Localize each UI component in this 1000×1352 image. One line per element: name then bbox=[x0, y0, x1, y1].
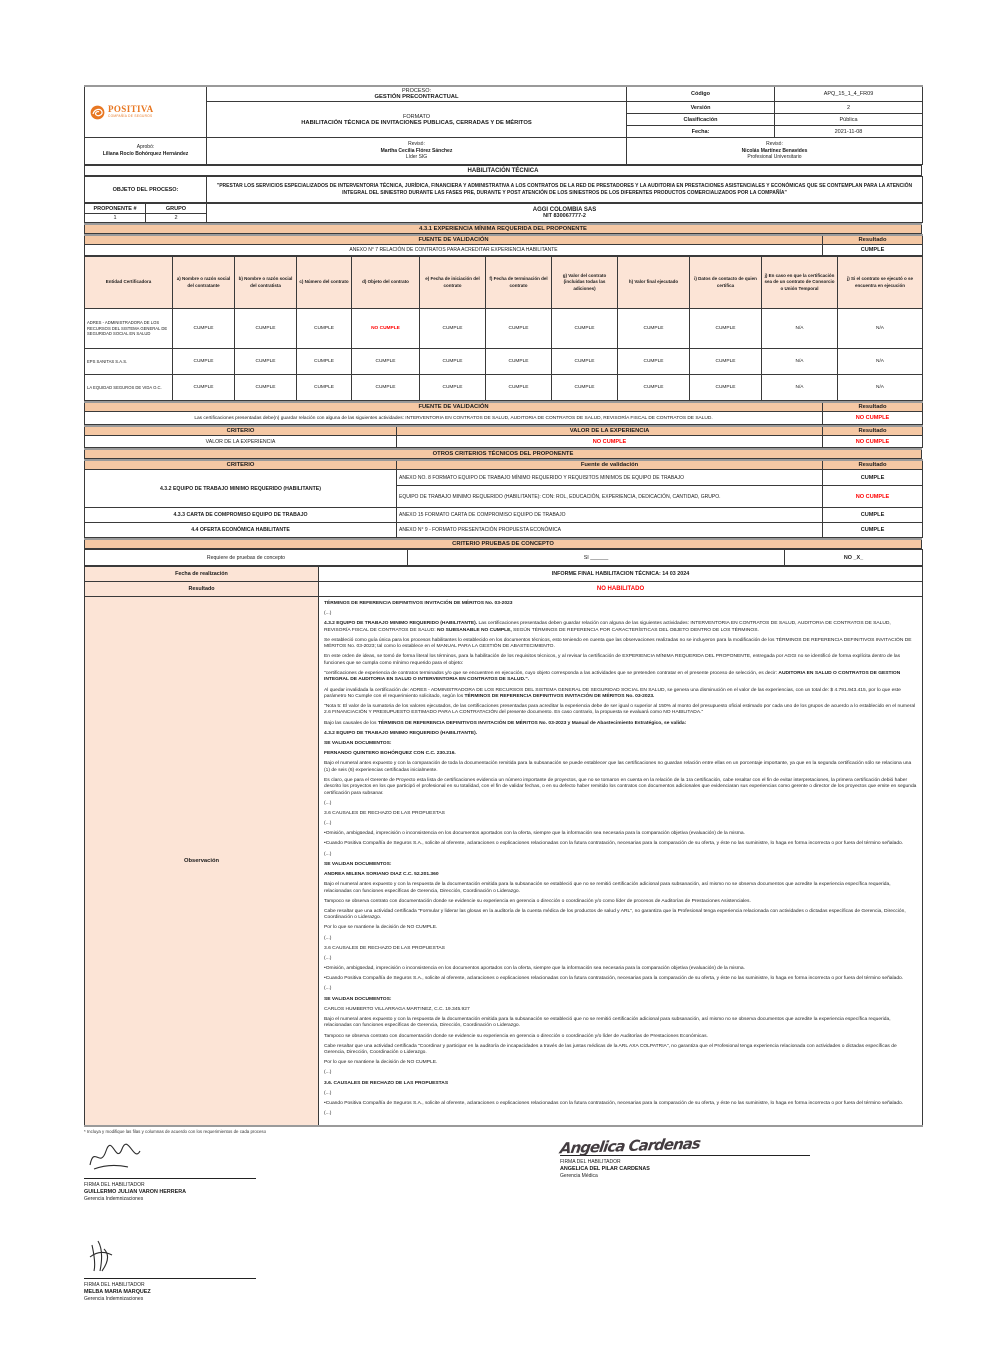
observation-paragraph: (...) bbox=[324, 851, 332, 857]
observation-paragraph: Tampoco se observa contrato con documentación donde se evidencie su experiencia en gerencia o dirección o coordinación y/o como líder de procesos de Auditorías de Prestaciones Asistenciales. bbox=[324, 898, 751, 904]
observation-paragraph: ANDREA MILENA SORIANO DIAZ C.C. 52.201.360 bbox=[324, 871, 439, 877]
contract-col-header: j) Si el contrato se ejecutó o se encuentra en ejecución bbox=[838, 257, 923, 309]
criterio-header-1: CRITERIO bbox=[85, 426, 397, 436]
observation-paragraph: (...) bbox=[324, 1090, 332, 1096]
contract-cell: CUMPLE bbox=[297, 375, 352, 401]
contracts-body bbox=[85, 309, 923, 401]
contract-col-header: j) En caso en que la certificación sea de un contrato de Consorcio o Unión Temporal bbox=[762, 257, 838, 309]
signature-handwriting-icon bbox=[84, 1235, 124, 1275]
contract-cell: N/A bbox=[762, 349, 838, 375]
page-title: HABILITACIÓN TÉCNICA bbox=[85, 166, 922, 176]
proponente-num-label: PROPONENTE # bbox=[85, 204, 146, 214]
signature-label: FIRMA DEL HABILITADOR bbox=[84, 1182, 145, 1189]
contract-cell: CUMPLE bbox=[235, 375, 297, 401]
resultado-433: CUMPLE bbox=[823, 508, 923, 523]
signature-handwriting-icon bbox=[84, 1139, 146, 1175]
codigo-label: Código bbox=[627, 86, 775, 102]
contract-cell: CUMPLE bbox=[552, 349, 618, 375]
formato-cell bbox=[207, 102, 627, 138]
observation-paragraph: En este orden de ideas, se tomó de forma literal los términos, para la habilitación de los requisitos técnicos, y al revisar la certificación de EXPERIENCIA MÍNIMA REQUERIDA DEL PROPONENTE, entregada por AGGI no se identificó de forma explícita dentro de las funciones que se cumpla como mínimo requerido para el objeto: bbox=[324, 654, 901, 666]
contract-cell: CUMPLE bbox=[618, 309, 690, 349]
contract-cell: CUMPLE bbox=[618, 375, 690, 401]
observation-paragraph: (...) bbox=[324, 986, 332, 992]
contract-cell: CUMPLE bbox=[552, 309, 618, 349]
criterio-header-2: CRITERIO bbox=[85, 460, 397, 470]
observation-paragraph: •Cuando Positiva Compañía de Seguros S.A., solicite al oferente, aclaraciones o explicaciones relacionadas con la futura contratación, necesarias para la comparación de su oferta, y éste no las suministre, lo haga en forma incorrecta o por fuera del término señalado. bbox=[324, 841, 904, 847]
contract-cell: CUMPLE bbox=[486, 309, 552, 349]
valor-experiencia-value: NO CUMPLE bbox=[397, 436, 823, 448]
reviso1-name: Martha Cecilia Flórez Sánchez bbox=[380, 147, 453, 154]
contract-cell: CUMPLE bbox=[486, 349, 552, 375]
contract-cell: N/A bbox=[762, 375, 838, 401]
contract-cell: CUMPLE bbox=[618, 349, 690, 375]
observation-paragraph: Por lo que se mantiene la decisión de NO CUMPLE. bbox=[324, 1060, 438, 1066]
contract-cell: CUMPLE bbox=[173, 349, 235, 375]
contract-entity: LA EQUIDAD SEGUROS DE VIDA O.C. bbox=[85, 375, 173, 401]
signature-label: FIRMA DEL HABILITADOR bbox=[84, 1282, 145, 1289]
contract-cell: CUMPLE bbox=[690, 349, 762, 375]
experiencia-section bbox=[84, 223, 922, 234]
contract-col-header: e) Fecha de iniciación del contrato bbox=[420, 257, 486, 309]
contract-col-header: d) Objeto del contrato bbox=[352, 257, 420, 309]
signatures-area bbox=[84, 1127, 922, 1352]
otros-headers bbox=[84, 459, 923, 538]
signature-role: Gerencia Indemnizaciones bbox=[84, 1296, 144, 1303]
fuente-header: Fuente de validación bbox=[397, 460, 823, 470]
observation-paragraph: Al quedar invalidada la certificación de: ADRES - ADMINISTRADORA DE LOS RECURSOS DEL SISTEMA GENERAL DE SEGURIDAD SOCIAL EN SALUD, se genera una disminución en el valor de las experiencias, con un total de: $ 4.791.943.415, por lo que este parámetro No Cumple con el requerimiento solicitado, según los TÉRMINOS DE REFERENCIA DEFINITIVOS INVITACIÓN DE MÉRITOS No. 03-2023. bbox=[324, 687, 901, 699]
contract-cell: N/A bbox=[838, 309, 923, 349]
fuente-433: ANEXO 15 FORMATO CARTA DE COMPROMISO EQUIPO DE TRABAJO bbox=[397, 508, 823, 523]
contract-col-header: g) Valor del contrato (incluidas todas las adiciones) bbox=[552, 257, 618, 309]
observation-paragraph: (...) bbox=[324, 611, 332, 617]
signature-handwriting: Angelica Cardenas bbox=[558, 1134, 702, 1158]
contract-row bbox=[85, 349, 923, 375]
fecha-value: 2021-11-08 bbox=[775, 126, 923, 138]
resultado-44: CUMPLE bbox=[823, 523, 923, 538]
contract-entity: ADRES - ADMINISTRADORA DE LOS RECURSOS DEL SISTEMA GENERAL DE SEGURIDAD SOCIAL EN SALUD bbox=[85, 309, 173, 349]
contract-cell: CUMPLE bbox=[352, 349, 420, 375]
observacion-label: Observación bbox=[85, 597, 319, 1127]
fuente-validacion-1 bbox=[84, 234, 923, 256]
title-table bbox=[84, 165, 922, 176]
resultado-final-label: Resultado bbox=[85, 582, 319, 597]
contract-cell: CUMPLE bbox=[420, 375, 486, 401]
resultado-header-1: Resultado bbox=[823, 235, 923, 245]
observation-paragraph: "Nota 5: El valor de la sumatoria de los valores ejecutados, de las certificaciones presentadas para acreditar la experiencia debe de ser igual o superior al 150% al monto del presupuesto oficial estimado por cada uno de los grupos de acuerdo a lo establecido en el numeral 2.6 FINANCIACIÓN Y PRESUPUESTO ESTIMADO PARA LA CONTRATACIÓN del presente documento. En caso contrario, la propuesta se evaluará como NO HABILITADA." bbox=[324, 704, 916, 716]
proponente-name-cell bbox=[207, 204, 923, 223]
fuente-label-1: FUENTE DE VALIDACIÓN bbox=[85, 235, 823, 245]
contract-cell: CUMPLE bbox=[690, 375, 762, 401]
observation-paragraph: SE VALIDAN DOCUMENTOS: bbox=[324, 740, 392, 746]
proponente-table bbox=[84, 203, 923, 223]
valor-experiencia-resultado: NO CUMPLE bbox=[823, 436, 923, 448]
version-label: Versión bbox=[627, 102, 775, 114]
valor-experiencia-table bbox=[84, 425, 923, 448]
objeto-value: "PRESTAR LOS SERVICIOS ESPECIALIZADOS DE INTERVENTORIA TÉCNICA, JURÍDICA, FINANCIERA Y ADMINISTRATIVA A LOS CONTRATOS DE LA RED DE PRESTADORES Y LA AUDITORIA EN PRESTACIONES ASISTENCIALES Y ECONÓMICAS QUE SE CONTEMPLAN PARA LA ATENCIÓN INTEGRAL DEL SINIESTRO DURANTE LAS FASES PRE, DURANTE Y POST ATENCIÓN DE LOS SINIESTROS DE LOS DIFERENTES PRODUCTOS COMERCIALIZADOS POR LA COMPAÑÍA" bbox=[207, 177, 923, 203]
signature-block-1 bbox=[84, 1139, 256, 1202]
proceso-value: GESTIÓN PRECONTRACTUAL bbox=[374, 94, 459, 100]
contract-col-header: Entidad Certificadora bbox=[85, 257, 173, 309]
form-sheet bbox=[84, 85, 922, 1352]
anexo7-label: ANEXO N° 7 RELACIÓN DE CONTRATOS PARA ACREDITAR EXPERIENCIA HABILITANTE bbox=[85, 245, 823, 256]
signature-line bbox=[84, 1278, 256, 1279]
observation-paragraph: FERNANDO QUINTERO BOHÓRQUEZ CON C.C. 230.216. bbox=[324, 751, 456, 757]
fuente-validacion-2 bbox=[84, 401, 923, 425]
observation-paragraph: Bajo el numeral antes expuesto y con la respuesta de la documentación emitida para la subsanación se estableció que no se remitió certificación adicional para subsanación, así mismo no se observa documentos que acredite la experiencia específica requerida, relacionadas con funciones específicas de Gerencia, Dirección, Coordinación o Liderazgo. bbox=[324, 1016, 891, 1029]
contract-cell: N/A bbox=[838, 349, 923, 375]
observation-paragraph: (...) bbox=[324, 1111, 332, 1117]
fecha-row bbox=[84, 566, 923, 1127]
signature-label: FIRMA DEL HABILITADOR bbox=[560, 1159, 621, 1166]
contract-col-header: a) Nombre o razón social del contratante bbox=[173, 257, 235, 309]
valor-experiencia-label: VALOR DE LA EXPERIENCIA bbox=[85, 436, 397, 448]
grupo-num: 2 bbox=[146, 214, 207, 223]
pruebas-row bbox=[84, 549, 923, 566]
proponente-num: 1 bbox=[85, 214, 146, 223]
observation-paragraph: (...) bbox=[324, 1070, 332, 1076]
observation-paragraph: (...) bbox=[324, 935, 332, 941]
footnote: * Incluya y modifique las filas y columnas de acuerdo con los requerimientos de cada proceso bbox=[84, 1129, 267, 1135]
contract-cell: CUMPLE bbox=[297, 349, 352, 375]
resultado-432b: NO CUMPLE bbox=[823, 486, 923, 508]
proceso-cell bbox=[207, 86, 627, 102]
observation-paragraph: 4.3.2 EQUIPO DE TRABAJO MINIMO REQUERIDO (HABILITANTE). Las certificaciones presentadas deben guardar relación con alguna de las siguientes actividades: INTERVENTORIA EN CONTRATOS DE SALUD, AUDITORIA DE CONTRATOS DE SALUD, REVISORÍA FISCAL DE CONTRATOS DE SALUD: NO SUBSANABLE NO CUMPLE, SEGÚN TÉRMINOS DE REFERENCIA POR CARACTERÍSTICAS DEL OBJETO DENTRO DE LOS TÉRMINOS. bbox=[324, 621, 891, 633]
contract-cell: CUMPLE bbox=[297, 309, 352, 349]
contract-cell: CUMPLE bbox=[486, 375, 552, 401]
observation-paragraph: •Cuando Positiva Compañía de Seguros S.A., solicite al oferente, aclaraciones o explicaciones relacionadas con la futura contratación, necesarias para la comparación de su oferta, y éste no las suministre, lo haga en forma incorrecta o por fuera del término señalado. bbox=[324, 1100, 904, 1106]
codigo-value: APQ_15_1_4_FR09 bbox=[775, 86, 923, 102]
positiva-logo bbox=[87, 105, 204, 120]
observation-paragraph: 3.6. CAUSALES DE RECHAZO DE LAS PROPUESTAS bbox=[324, 1080, 449, 1086]
aprobo-label: Aprobó: bbox=[136, 144, 155, 151]
contract-cell: N/A bbox=[838, 375, 923, 401]
objeto-table bbox=[84, 176, 923, 203]
pruebas-section bbox=[84, 538, 922, 549]
fuente-432a: ANEXO NO. 8 FORMATO EQUIPO DE TRABAJO MÍNIMO REQUERIDO Y REQUISITOS MINIMOS DE EQUIPO DE TRABAJO bbox=[397, 470, 823, 486]
criterio-44: 4.4 OFERTA ECONÓMICA HABILITANTE bbox=[85, 523, 397, 538]
observation-paragraph: SE VALIDAN DOCUMENTOS: bbox=[324, 861, 392, 867]
experiencia-nota: Las certificaciones presentadas debe(n) guardar relación con alguna de las siguientes actividades: INTERVENTORIA EN CONTRATOS DE SALUD, AUDITORIA DE CONTRATOS DE SALUD, REVISORÍA FISCAL DE CONTRATOS DE SALUD. bbox=[85, 412, 823, 425]
observation-paragraph: Cabe resaltar que una actividad certificada "Coordinar y participar en la auditoría de incapacidades a través de las juntas médicas de la ARL AXA COLPATRIA", no garantiza que el Profesional tenga experiencia relacionada con actividades o dictadas específicas de Gerencia, Dirección, Coordinación o Liderazgo. bbox=[324, 1043, 897, 1056]
contract-cell: CUMPLE bbox=[235, 309, 297, 349]
experiencia-section-title: 4.3.1 EXPERIENCIA MÍNIMA REQUERIDA DEL PROPONENTE bbox=[85, 224, 922, 234]
contract-row bbox=[85, 309, 923, 349]
contract-col-header: b) Nombre o razón social del contratista bbox=[235, 257, 297, 309]
observation-paragraph: (...) bbox=[324, 800, 332, 806]
resultado-header-3: Resultado bbox=[823, 426, 923, 436]
reviso1-role: Líder SIG bbox=[405, 154, 428, 161]
pruebas-section-title: CRITERIO PRUEBAS DE CONCEPTO bbox=[85, 539, 922, 549]
valor-experiencia-header: VALOR DE LA EXPERIENCIA bbox=[397, 426, 823, 436]
signature-line bbox=[84, 1178, 256, 1179]
resultado-header-2: Resultado bbox=[823, 402, 923, 412]
signature-block-2 bbox=[84, 1235, 256, 1302]
brand-tagline: COMPAÑÍA DE SEGUROS bbox=[108, 114, 153, 119]
fuente-44: ANEXO N° 9 - FORMATO PRESENTACIÓN PROPUESTA ECONÓMICA bbox=[397, 523, 823, 538]
reviso2-label: Revisó: bbox=[766, 140, 783, 147]
fuente-label-2: FUENTE DE VALIDACIÓN bbox=[85, 402, 823, 412]
contract-col-header: c) Número del contrato bbox=[297, 257, 352, 309]
contracts-header-row bbox=[85, 257, 923, 309]
proceso-label: PROCESO: bbox=[401, 88, 432, 94]
reviso2-role: Profesional Universitario bbox=[747, 154, 802, 161]
observation-paragraph: Bajo el numeral antes expuesto y con la respuesta de la documentación emitida para la subsanación se estableció que no se remitió certificación adicional para subsanación, así mismo no se observa documentos que acredite la experiencia específica requerida, relacionadas con funciones específicas de Gerencia, Dirección, Coordinación o Liderazgo. bbox=[324, 882, 891, 894]
logo-cell bbox=[85, 86, 207, 138]
criterio-433: 4.3.3 CARTA DE COMPROMISO EQUIPO DE TRABAJO bbox=[85, 508, 397, 523]
contract-col-header: f) Fecha de terminación del contrato bbox=[486, 257, 552, 309]
contract-cell: CUMPLE bbox=[420, 309, 486, 349]
otros-section-title: OTROS CRITERIOS TÉCNICOS DEL PROPONENTE bbox=[85, 449, 922, 459]
pruebas-no: NO _X_ bbox=[785, 550, 923, 566]
pruebas-si: SI ______ bbox=[408, 550, 785, 566]
contract-cell: CUMPLE bbox=[690, 309, 762, 349]
observation-paragraph: 3.6 CAUSALES DE RECHAZO DE LAS PROPUESTAS bbox=[324, 810, 445, 816]
objeto-label: OBJETO DEL PROCESO: bbox=[85, 177, 207, 203]
observation-paragraph: TÉRMINOS DE REFERENCIA DEFINITIVOS INVITACIÓN DE MÉRITOS No. 03-2023 bbox=[324, 601, 513, 606]
fecha-label: Fecha: bbox=[627, 126, 775, 138]
version-value: 2 bbox=[775, 102, 923, 114]
observation-paragraph: (...) bbox=[324, 955, 332, 961]
signature-block-3 bbox=[560, 1135, 810, 1179]
contract-col-header: h) Valor final ejecutado bbox=[618, 257, 690, 309]
observation-paragraph: Bajo las causales de los TÉRMINOS DE REFERENCIA DEFINITIVOS INVITACIÓN DE MÉRITOS No. 03-2023 y Manual de Abastecimiento Estratégico, se valida: bbox=[324, 720, 687, 726]
brand-name: POSITIVA bbox=[108, 104, 154, 115]
signature-role: Gerencia Médica bbox=[560, 1173, 598, 1180]
reviso2-name: Nicolás Martínez Benavides bbox=[741, 147, 808, 154]
contract-cell: CUMPLE bbox=[420, 349, 486, 375]
contract-row bbox=[85, 375, 923, 401]
observation-paragraph: (...) bbox=[324, 821, 332, 827]
grupo-label: GRUPO bbox=[146, 204, 207, 214]
reviso1-label: Revisó: bbox=[408, 140, 425, 147]
signature-name: MELBA MARIA MARQUEZ bbox=[84, 1289, 151, 1296]
observation-paragraph: •Omisión, ambigüedad, imprecisión o inconsistencia en los documentos aportados con la oferta, siempre que la información sea necesaria para la comparación objetiva (evaluación) de la misma. bbox=[324, 831, 745, 837]
proponente-nit: NIT 830067777-2 bbox=[543, 213, 586, 219]
observation-paragraph: Es claro, que para el Gerente de Proyecto esta lista de certificaciones evidencia un número importante de proyectos, que no se tomaron en cuenta en la relación de la 1ra certificación, cabe resaltar con el fin de evitar interpretaciones, la primera certificación debió haber descrito los proyectos en los que participó el profesional en su totalidad, con el fin de validar fechas, o en su defecto haber remitido los contratos con documentos adicionales que evidenciaran sus experiencias como gerente o director de los proyectos que emite en segunda certificación para subsanar. bbox=[324, 777, 917, 796]
criterio-432: 4.3.2 EQUIPO DE TRABAJO MINIMO REQUERIDO (HABILITANTE) bbox=[85, 470, 397, 508]
fecha-realizacion-label: Fecha de realización bbox=[85, 567, 319, 582]
form-header bbox=[84, 85, 923, 165]
clasificacion-value: Pública bbox=[775, 114, 923, 126]
resultado-final-value: NO HABILITADO bbox=[319, 582, 923, 597]
aprobo-cell bbox=[85, 138, 207, 165]
contract-cell: CUMPLE bbox=[552, 375, 618, 401]
observation-paragraph: 3.6 CAUSALES DE RECHAZO DE LAS PROPUESTAS bbox=[324, 945, 445, 951]
observation-paragraph: Por lo que se mantiene la decisión de NO CUMPLE. bbox=[324, 925, 438, 931]
formato-value: HABILITACIÓN TÉCNICA DE INVITACIONES PUBLICAS, CERRADAS Y DE MÉRITOS bbox=[301, 119, 532, 126]
signature-role: Gerencia Indemnizaciones bbox=[84, 1196, 144, 1203]
positiva-logo-icon bbox=[90, 105, 105, 120]
contract-cell: CUMPLE bbox=[235, 349, 297, 375]
observation-paragraph: Bajo el numeral antes expuesto y con la comparación de toda la documentación remitida para la subsanación se puede establecer que las certificaciones no guardan relación entre ellas en un porcentaje importante, ya que en la segunda certificación sólo se relaciona una (1) de seis (6) experiencias certificadas inicialmente. bbox=[324, 761, 912, 773]
contract-cell: NO CUMPLE bbox=[352, 309, 420, 349]
clasificacion-label: Clasificación bbox=[627, 114, 775, 126]
reviso1-cell bbox=[207, 138, 627, 165]
contract-col-header: i) Datos de contacto de quien certifica bbox=[690, 257, 762, 309]
observation-paragraph: CARLOS HUMBERTO VILLARRAGA MARTINEZ, C.C. 19.345.927 bbox=[324, 1006, 470, 1012]
fecha-realizacion-value: INFORME FINAL HABILITACION TÉCNICA: 14 03 2024 bbox=[319, 567, 923, 582]
signature-name: GUILLERMO JULIAN VARON HERRERA bbox=[84, 1189, 187, 1196]
observation-paragraph: "certificaciones de experiencia de contratos terminados y/o que se encuentren en ejecución, cuyo objeto corresponda a las actividades que se pretenden contratar en el presente proceso de selección, es decir: AUDITORIA EN SALUD O CONTRATOS DE GESTION INTEGRAL DE AUDITORIA EN SALUD O INTERVENTORIA EN CONTRATOS DE SALUD.". bbox=[324, 670, 901, 683]
observation-paragraph: Tampoco se observa contrato con documentación donde se evidencie su experiencia en gerencia o dirección o coordinación y/o líder de Auditorías de Prestaciones Económicas. bbox=[324, 1033, 708, 1039]
observation-paragraph: Cabe resaltar que una actividad certificada "Formular y liderar las glosas en la auditoría de la cuenta médica de los productos de salud y ARL", no garantiza que la Profesional tenga experiencia relacionada con actividades o dictadas específicas de Gerencia, Dirección, Coordinación o Liderazgo. bbox=[324, 908, 906, 921]
signature-name: ANGELICA DEL PILAR CARDENAS bbox=[560, 1166, 650, 1173]
experiencia-nota-resultado: NO CUMPLE bbox=[823, 412, 923, 425]
requiere-label: Requiere de pruebas de concepto bbox=[85, 550, 408, 566]
contracts-table bbox=[84, 256, 923, 401]
contract-cell: CUMPLE bbox=[173, 375, 235, 401]
proponente-nombre: AGGI COLOMBIA SAS bbox=[532, 207, 597, 213]
formato-label: FORMATO bbox=[403, 113, 430, 120]
contract-entity: EPS SANITAS S.A.S. bbox=[85, 349, 173, 375]
otros-section bbox=[84, 448, 922, 459]
contract-cell: CUMPLE bbox=[173, 309, 235, 349]
observation-text bbox=[319, 597, 923, 1127]
fuente-432b: EQUIPO DE TRABAJO MINIMO REQUERIDO (HABILITANTE): CON: ROL, EDUCACIÓN, EXPERIENCIA, DEDICACIÓN, CANTIDAD, GRUPO. bbox=[397, 486, 823, 508]
resultado-header-4: Resultado bbox=[823, 460, 923, 470]
contract-cell: N/A bbox=[762, 309, 838, 349]
observation-paragraph: Se estableció como guía única para los procesos habilitantes lo establecido en los documentos técnicos, esto teniendo en cuenta que las observaciones realizadas no se incluyeron para la modificación de los TÉRMINOS DE REFERENCIA DEFINITIVOS INVITACIÓN DE MÉRITOS No. 03-2023; tal como lo establece en el MANUAL PARA LA GESTIÓN DE ABASTECIMIENTO. bbox=[324, 637, 912, 650]
observation-paragraph: •Omisión, ambigüedad, imprecisión o inconsistencia en los documentos aportados con la oferta, siempre que la información sea necesaria para la comparación objetiva (evaluación) de la misma. bbox=[324, 966, 745, 972]
resultado-432a: CUMPLE bbox=[823, 470, 923, 486]
contract-cell: CUMPLE bbox=[352, 375, 420, 401]
reviso2-cell bbox=[627, 138, 923, 165]
observation-paragraph: SE VALIDAN DOCUMENTOS: bbox=[324, 996, 392, 1002]
observation-paragraph: •Cuando Positiva Compañía de Seguros S.A., solicite al oferente, aclaraciones o explicaciones relacionadas con la futura contratación, necesarias para la comparación de su oferta, y éste no las suministre, lo haga en forma incorrecta o por fuera del término señalado. bbox=[324, 976, 904, 982]
aprobo-name: Liliana Rocío Bohórquez Hernández bbox=[102, 151, 189, 157]
anexo7-resultado: CUMPLE bbox=[823, 245, 923, 256]
observation-paragraph: 4.3.2 EQUIPO DE TRABAJO MINIMO REQUERIDO (HABILITANTE). bbox=[324, 730, 478, 736]
